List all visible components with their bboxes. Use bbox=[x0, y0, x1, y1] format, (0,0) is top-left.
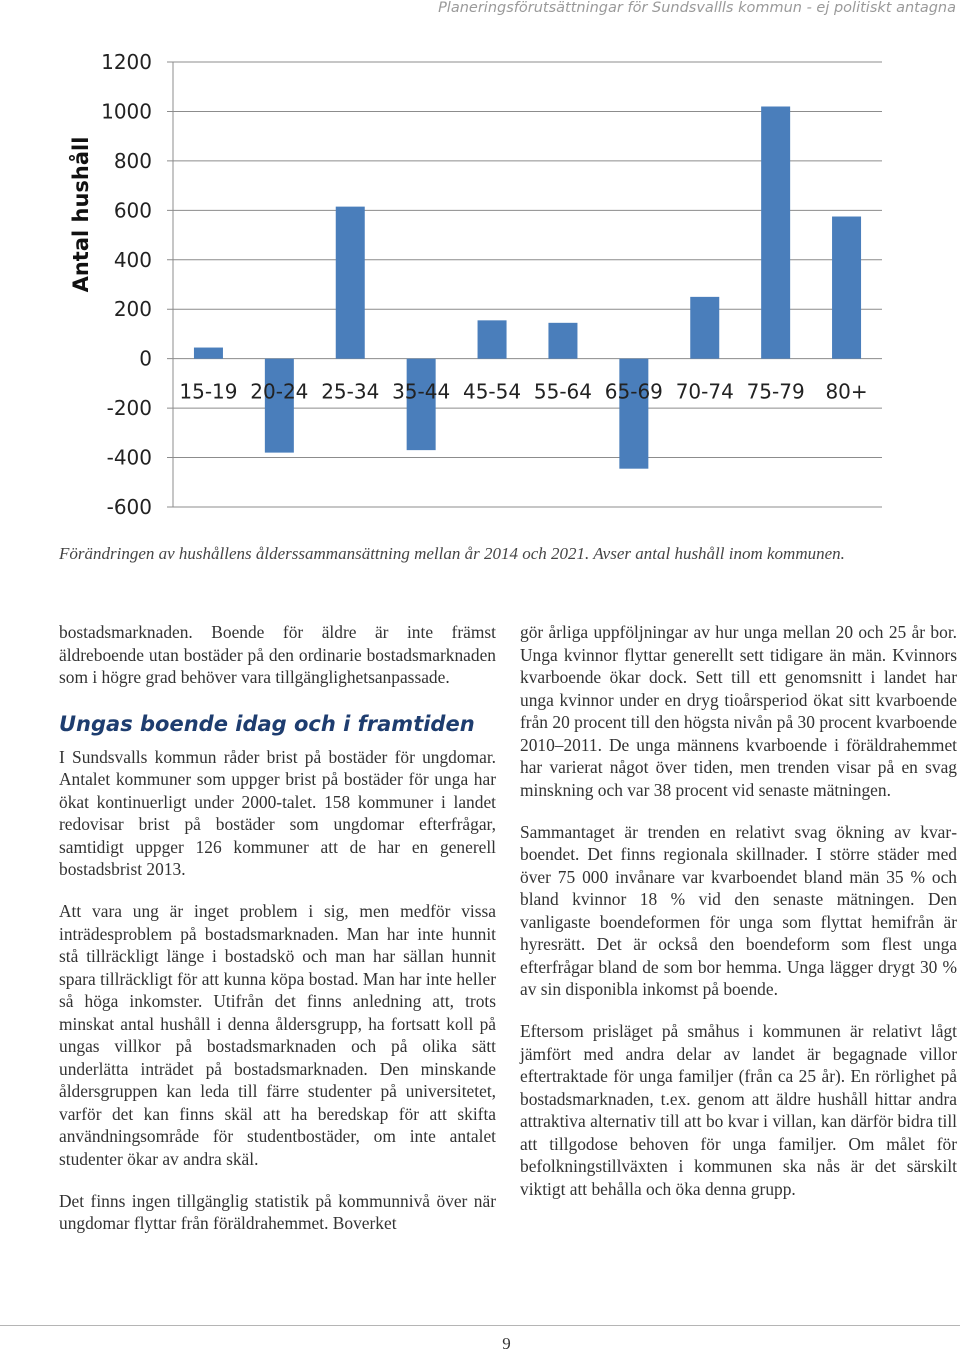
footer-divider bbox=[0, 1325, 960, 1326]
paragraph: Att vara ung är inget problem i sig, men medför vissa inträdesproblem på bostadsmarknaden. Man har inte hunnit stå tillräckligt länge i bostadskö och man har sällan hunnit spara tillräckligt för att kunna köpa bostad. Man har inte heller så höga inkomster. Utifrån det finns anledning att, trots minskat antal hushåll i denna åldersgrupp, ha fortsatt koll på ungas villkor på bostadsmarknaden och på olika sätt underlätta inträdet på bostadsmarknaden. Den minskande åldersgruppen kan leda till färre studenter på universitetet, varför det kan finns skäl att ha beredskap för att skifta användningsområde för studentbostäder, om inte antalet studenter ökar av andra skäl. bbox=[59, 901, 496, 1169]
y-tick-label: -400 bbox=[106, 445, 152, 470]
y-tick-label: 400 bbox=[113, 247, 152, 272]
right-column bbox=[520, 621, 957, 1220]
y-tick-label: 600 bbox=[113, 198, 152, 223]
y-axis-title: Antal hushåll bbox=[69, 136, 93, 293]
x-category-label: 80+ bbox=[825, 379, 868, 404]
x-category-label: 75-79 bbox=[746, 379, 805, 404]
bar bbox=[832, 217, 861, 359]
left-column bbox=[59, 621, 496, 1254]
y-tick-label: 800 bbox=[113, 148, 152, 173]
x-category-label: 15-19 bbox=[179, 379, 238, 404]
paragraph: bostadsmarknaden. Boende för äldre är inte främst äldreboende utan bostäder på den ordinarie bostadsmarknaden som i högre grad behöver vara tillgänglighetsanpassade. bbox=[59, 622, 496, 687]
bar bbox=[761, 107, 790, 359]
y-tick-label: -600 bbox=[106, 495, 152, 519]
x-category-label: 20-24 bbox=[250, 379, 309, 404]
x-category-label: 65-69 bbox=[604, 379, 663, 404]
bar bbox=[690, 297, 719, 359]
x-category-label: 45-54 bbox=[462, 379, 522, 404]
paragraph: I Sundsvalls kommun råder brist på bostäder för ungdomar. Antalet kommuner som uppger brist på bostäder för unga har ökat kontinuerligt under 2000-talet. 158 kommuner i landet redovisar brist på bostäder som ungdomar efterfrågar, samtidigt uppger 126 kommuner att de har en generell bostadsbrist 2013. bbox=[59, 746, 496, 879]
y-tick-label: 1200 bbox=[101, 50, 152, 74]
page-number: 9 bbox=[502, 1334, 511, 1353]
x-category-label: 70-74 bbox=[675, 379, 734, 404]
paragraph: gör årliga uppföljningar av hur unga mellan 20 och 25 år bor. Unga kvinnor flyttar generellt sett tidigare än män. Kvinnors kvarboende ökar dock. Sett till ett genomsnitt i landet har unga kvinnor under en dryg tioårsperiod ökat sitt kvarboende från 20 procent till den högsta nivån på 30 procent kvarboende 2010–2011. De unga männens kvarboende i föräldrahemmet har varierat något över tiden, men trenden visar på en svag minskning och var 38 procent vid senaste mätningen. bbox=[520, 622, 957, 800]
y-tick-label: -200 bbox=[106, 396, 152, 421]
bar bbox=[194, 348, 223, 359]
y-tick-label: 200 bbox=[113, 297, 152, 322]
bar bbox=[478, 320, 507, 358]
bar bbox=[619, 359, 648, 469]
figure-caption: Förändringen av hushållens ålderssammansättning mellan år 2014 och 2021. Avser antal hushåll inom kommunen. bbox=[59, 544, 845, 563]
paragraph: Det finns ingen tillgänglig statistik på kommunnivå över när ungdomar flyttar från föräldrahemmet. Boverket bbox=[59, 1190, 496, 1233]
y-tick-label: 0 bbox=[139, 346, 152, 371]
paragraph: Eftersom prisläget på småhus i kommunen är relativt lågt jämfört med andra delar av landet är begagnade villor eftertraktade för unga familjer (från ca 25 år). En rörlighet på bostadsmarknaden, t.ex. genom att äldre hushåll hittar andra attraktiva alternativ till att bo kvar i villan, kan därför bidra till att tillgodose behoven för unga familjer. Om målet för befolkningstillväxten i kommunen ska nås är det särskilt viktigt att behålla och öka denna grupp. bbox=[520, 1021, 957, 1199]
paragraph: Sammantaget är trenden en relativt svag ökning av kvarboendet. Det finns regionala skillnader. I större städer med över 75 000 invånare var kvarboendet bland män 35 % och bland kvinnor 18 % vid den senaste mätningen. Den vanligaste boendeformen för unga som flyttat hemifrån är hyresrätt. Det är också den boendeform som flest unga efterfrågar bland de som bor hemma. Unga lägger drygt 30 % av sin disponibla inkomst på boende. bbox=[520, 821, 957, 999]
x-category-label: 25-34 bbox=[321, 379, 380, 404]
bar bbox=[548, 323, 577, 359]
bar bbox=[336, 207, 365, 359]
x-category-label: 35-44 bbox=[392, 379, 451, 404]
y-tick-label: 1000 bbox=[101, 99, 152, 124]
bar bbox=[407, 359, 436, 450]
bar-chart bbox=[60, 40, 890, 525]
running-header: Planeringsförutsättningar för Sundsvallls kommun - ej politiskt antagna bbox=[438, 0, 956, 16]
section-heading: Ungas boende idag och i framtiden bbox=[59, 711, 475, 736]
bar bbox=[265, 359, 294, 453]
x-category-label: 55-64 bbox=[533, 379, 593, 404]
